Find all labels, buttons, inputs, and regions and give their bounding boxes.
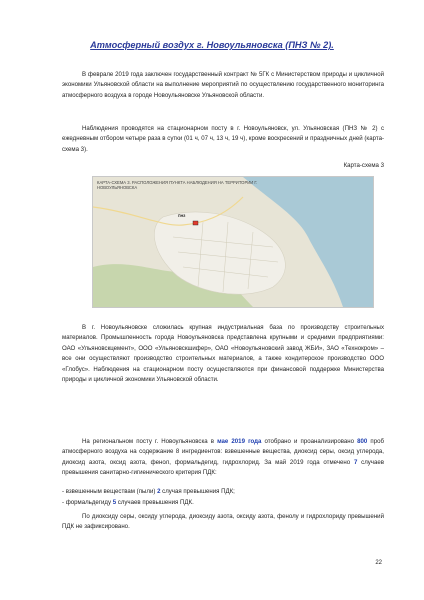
location-map xyxy=(92,176,374,308)
map-graphic xyxy=(93,177,373,307)
exceedance-count: 7 xyxy=(353,458,358,466)
bullet-formaldehyde: - формальдегиду 5 случаев превышения ПДК. xyxy=(62,499,194,506)
map-title: КАРТА-СХЕМА 3. РАСПОЛОЖЕНИЯ ПУНКТА НАБЛЮДЕНИЯ НА ТЕРРИТОРИИ Г. НОВОУЛЬЯНОВСКА xyxy=(97,180,258,190)
station-marker-icon xyxy=(193,221,198,225)
page-number: 22 xyxy=(375,560,382,566)
paragraph-observations: Наблюдения проводятся на стационарном посту в г. Новоульяновск, ул. Ульяновская (ПНЗ № 2) с ежедневным отбором четыре раза в сутки (01 ч, 07 ч, 13 ч, 19 ч), кроме воскресений и праздничных дней (карта-схема 3). xyxy=(62,125,384,153)
paragraph-industry: В г. Новоульяновске сложилась крупная индустриальная база по производству строительных материалов. Промышленность города Новоульяновска представлена крупными и средними предприятиями: ОАО «Ульяновскцемент», ООО «Ульяновскшифер», ОАО «Новоульяновский завод ЖБИ», ЗАО «Технокром» – все они осуществляют производство строительных материалов, а также кондитерское производство ООО «Глобус». Наблюдения на стационарном посту осуществляются при финансовой поддержке Министерства природы и цикличной экономики Ульяновской области. xyxy=(62,324,384,384)
map-caption: Карта-схема 3 xyxy=(343,162,384,169)
samples-count: 800 xyxy=(357,438,368,445)
dust-exceedances: 2 xyxy=(157,488,161,495)
paragraph-contract: В феврале 2019 года заключен государственный контракт № 5ГК с Министерством природы и цикличной экономики Ульяновской области на выполнение мероприятий по осуществлению государственного мониторинга атмосферного воздуха в городе Новоульяновске Ульяновской области. xyxy=(62,71,384,99)
station-label: ПНЗ xyxy=(178,214,186,218)
page-title: Атмосферный воздух г. Новоульяновска (ПНЗ № 2). xyxy=(90,40,334,50)
formaldehyde-exceedances: 5 xyxy=(112,499,117,506)
paragraph-may-results: На региональном посту г. Новоульяновска в мае 2019 года отобрано и проанализировано 800 проб атмосферного воздуха на содержание 8 ингредиентов: взвешенные вещества, диоксид серы, оксид углерода, диоксид азота, оксид азота, фенол, формальдегид, гидрохлорид. За май 2019 года отмечено 7 случаев превышения санитарно-гигиенического критерия ПДК: xyxy=(62,438,384,477)
bullet-dust: - взвешенным веществам (пыли) 2 случая превышения ПДК; xyxy=(62,488,235,495)
paragraph-no-exceedances: По диоксиду серы, оксиду углерода, диоксиду азота, оксиду азота, фенолу и гидрохлориду превышений ПДК не зафиксировано. xyxy=(62,513,384,531)
month-highlight: мае 2019 года xyxy=(217,438,262,445)
